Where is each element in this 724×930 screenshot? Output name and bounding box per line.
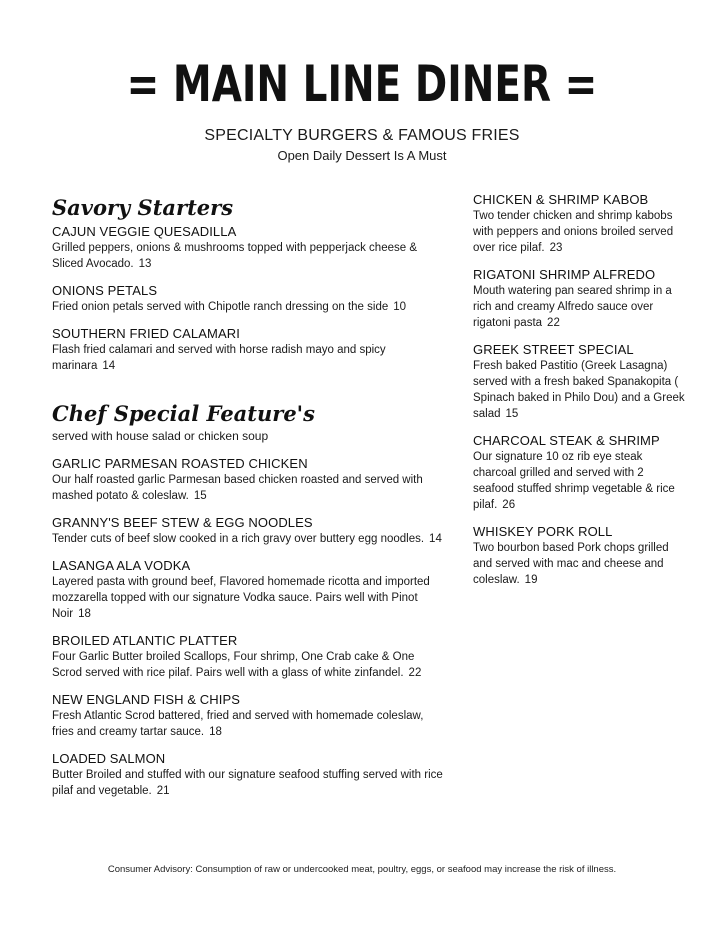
menu-item-price: 14 xyxy=(102,360,116,372)
menu-item-price: 18 xyxy=(78,608,91,620)
menu-item xyxy=(52,456,444,504)
menu-item-description xyxy=(52,342,444,374)
right-column xyxy=(473,192,685,599)
menu-item-desc-text: Our half roasted garlic Parmesan based chicken roasted and served with mashed potato & coleslaw. xyxy=(52,474,423,502)
menu-item-description xyxy=(52,531,444,547)
menu-item-name: CHICKEN & SHRIMP KABOB xyxy=(473,192,649,207)
menu-item-desc-text: Fried onion petals served with Chipotle ranch dressing on the side xyxy=(52,301,389,313)
chef-special-note: served with house salad or chicken soup xyxy=(52,429,269,443)
menu-item xyxy=(473,433,685,513)
menu-item-name: LASANGA ALA VODKA xyxy=(52,558,191,573)
menu-item-desc-text: Four Garlic Butter broiled Scallops, Four shrimp, One Crab cake & One Scrod served with rice pilaf. Pairs well with a glass of white zinfandel. xyxy=(52,651,415,679)
menu-item-name: GARLIC PARMESAN ROASTED CHICKEN xyxy=(52,456,308,471)
menu-item-price: 15 xyxy=(193,490,207,502)
menu-item-price: 14 xyxy=(429,533,442,545)
menu-item-desc-text: Fresh Atlantic Scrod battered, fried and served with homemade coleslaw, fries and creamy tartar sauce. xyxy=(52,710,424,738)
menu-item xyxy=(473,267,685,331)
menu-item-desc-text: Our signature 10 oz rib eye steak charcoal grilled and served with 2 seafood stuffed shrimp vegetable & rice pilaf. xyxy=(473,451,675,511)
section-title-savory-starters: Savory Starters xyxy=(52,195,234,220)
menu-item-price: 13 xyxy=(138,258,152,270)
menu-item-desc-text: Tender cuts of beef slow cooked in a rich gravy over buttery egg noodles. xyxy=(52,533,425,545)
menu-item-description xyxy=(52,240,444,272)
menu-item xyxy=(473,524,685,588)
menu-item xyxy=(52,751,444,799)
menu-item-description xyxy=(473,283,685,331)
menu-item-price: 15 xyxy=(505,408,519,420)
menu-item-price: 23 xyxy=(549,242,563,254)
menu-item-desc-text: Butter Broiled and stuffed with our signature seafood stuffing served with rice pilaf and vegetable. xyxy=(52,769,443,797)
menu-item-desc-text: Fresh baked Pastitio (Greek Lasagna) served with a fresh baked Spanakopita ( Spinach baked in Philo Dou) and a Greek salad xyxy=(473,360,685,420)
menu-item-name: CHARCOAL STEAK & SHRIMP xyxy=(473,433,660,448)
menu-item-name: ONIONS PETALS xyxy=(52,283,158,298)
menu-item-description xyxy=(52,299,444,315)
menu-item-desc-text: Layered pasta with ground beef, Flavored homemade ricotta and imported mozzarella topped with our signature Vodka sauce. Pairs well with Pinot Noir xyxy=(52,576,430,620)
menu-item xyxy=(473,342,685,422)
menu-item-name: GRANNY'S BEEF STEW & EGG NOODLES xyxy=(52,515,313,530)
menu-item xyxy=(52,633,444,681)
menu-item-name: SOUTHERN FRIED CALAMARI xyxy=(52,326,240,341)
menu-item xyxy=(52,558,444,622)
menu-item xyxy=(52,224,444,272)
menu-item-description xyxy=(52,708,444,740)
menu-header xyxy=(0,52,724,164)
menu-tagline: Open Daily Dessert Is A Must xyxy=(277,148,447,163)
menu-item-price: 22 xyxy=(408,667,422,679)
restaurant-title: = MAIN LINE DINER = xyxy=(126,55,598,113)
menu-item xyxy=(52,692,444,740)
menu-item-name: GREEK STREET SPECIAL xyxy=(473,342,634,357)
section-title-chef-special: Chef Special Feature's xyxy=(52,401,315,426)
menu-item xyxy=(52,326,444,374)
menu-item-description xyxy=(473,358,685,422)
menu-item-price: 22 xyxy=(547,317,560,329)
menu-item-desc-text: Flash fried calamari and served with horse radish mayo and spicy marinara xyxy=(52,344,386,372)
menu-item xyxy=(52,283,444,315)
menu-item-description xyxy=(473,208,685,256)
menu-item-desc-text: Two bourbon based Pork chops grilled and served with mac and cheese and coleslaw. xyxy=(473,542,669,586)
consumer-advisory: Consumer Advisory: Consumption of raw or undercooked meat, poultry, eggs, or seafood may increase the risk of illness. xyxy=(107,864,617,875)
menu-item-price: 18 xyxy=(209,726,222,738)
menu-subtitle: SPECIALTY BURGERS & FAMOUS FRIES xyxy=(204,127,520,144)
menu-item-desc-text: Grilled peppers, onions & mushrooms topped with pepperjack cheese & Sliced Avocado. xyxy=(52,242,418,270)
menu-item xyxy=(52,515,444,547)
menu-item-price: 26 xyxy=(502,499,516,511)
menu-item-name: WHISKEY PORK ROLL xyxy=(473,524,613,539)
menu-item-description xyxy=(473,540,685,588)
menu-item-name: RIGATONI SHRIMP ALFREDO xyxy=(473,267,656,282)
menu-item-name: BROILED ATLANTIC PLATTER xyxy=(52,633,238,648)
menu-item-description xyxy=(473,449,685,513)
menu-item-name: LOADED SALMON xyxy=(52,751,166,766)
menu-item-description xyxy=(52,767,444,799)
menu-item-description xyxy=(52,472,444,504)
menu-item-name: CAJUN VEGGIE QUESADILLA xyxy=(52,224,237,239)
menu-item-desc-text: Mouth watering pan seared shrimp in a rich and creamy Alfredo sauce over rigatoni pasta xyxy=(473,285,672,329)
menu-item-price: 19 xyxy=(524,574,538,586)
menu-item-price: 10 xyxy=(393,301,407,313)
menu-item-description xyxy=(52,574,444,622)
left-column xyxy=(52,194,444,810)
menu-item-name: NEW ENGLAND FISH & CHIPS xyxy=(52,692,241,707)
menu-item-description xyxy=(52,649,444,681)
menu-item xyxy=(473,192,685,256)
menu-item-price: 21 xyxy=(156,785,170,797)
menu-item-desc-text: Two tender chicken and shrimp kabobs with peppers and onions broiled served over rice pilaf. xyxy=(473,210,674,254)
